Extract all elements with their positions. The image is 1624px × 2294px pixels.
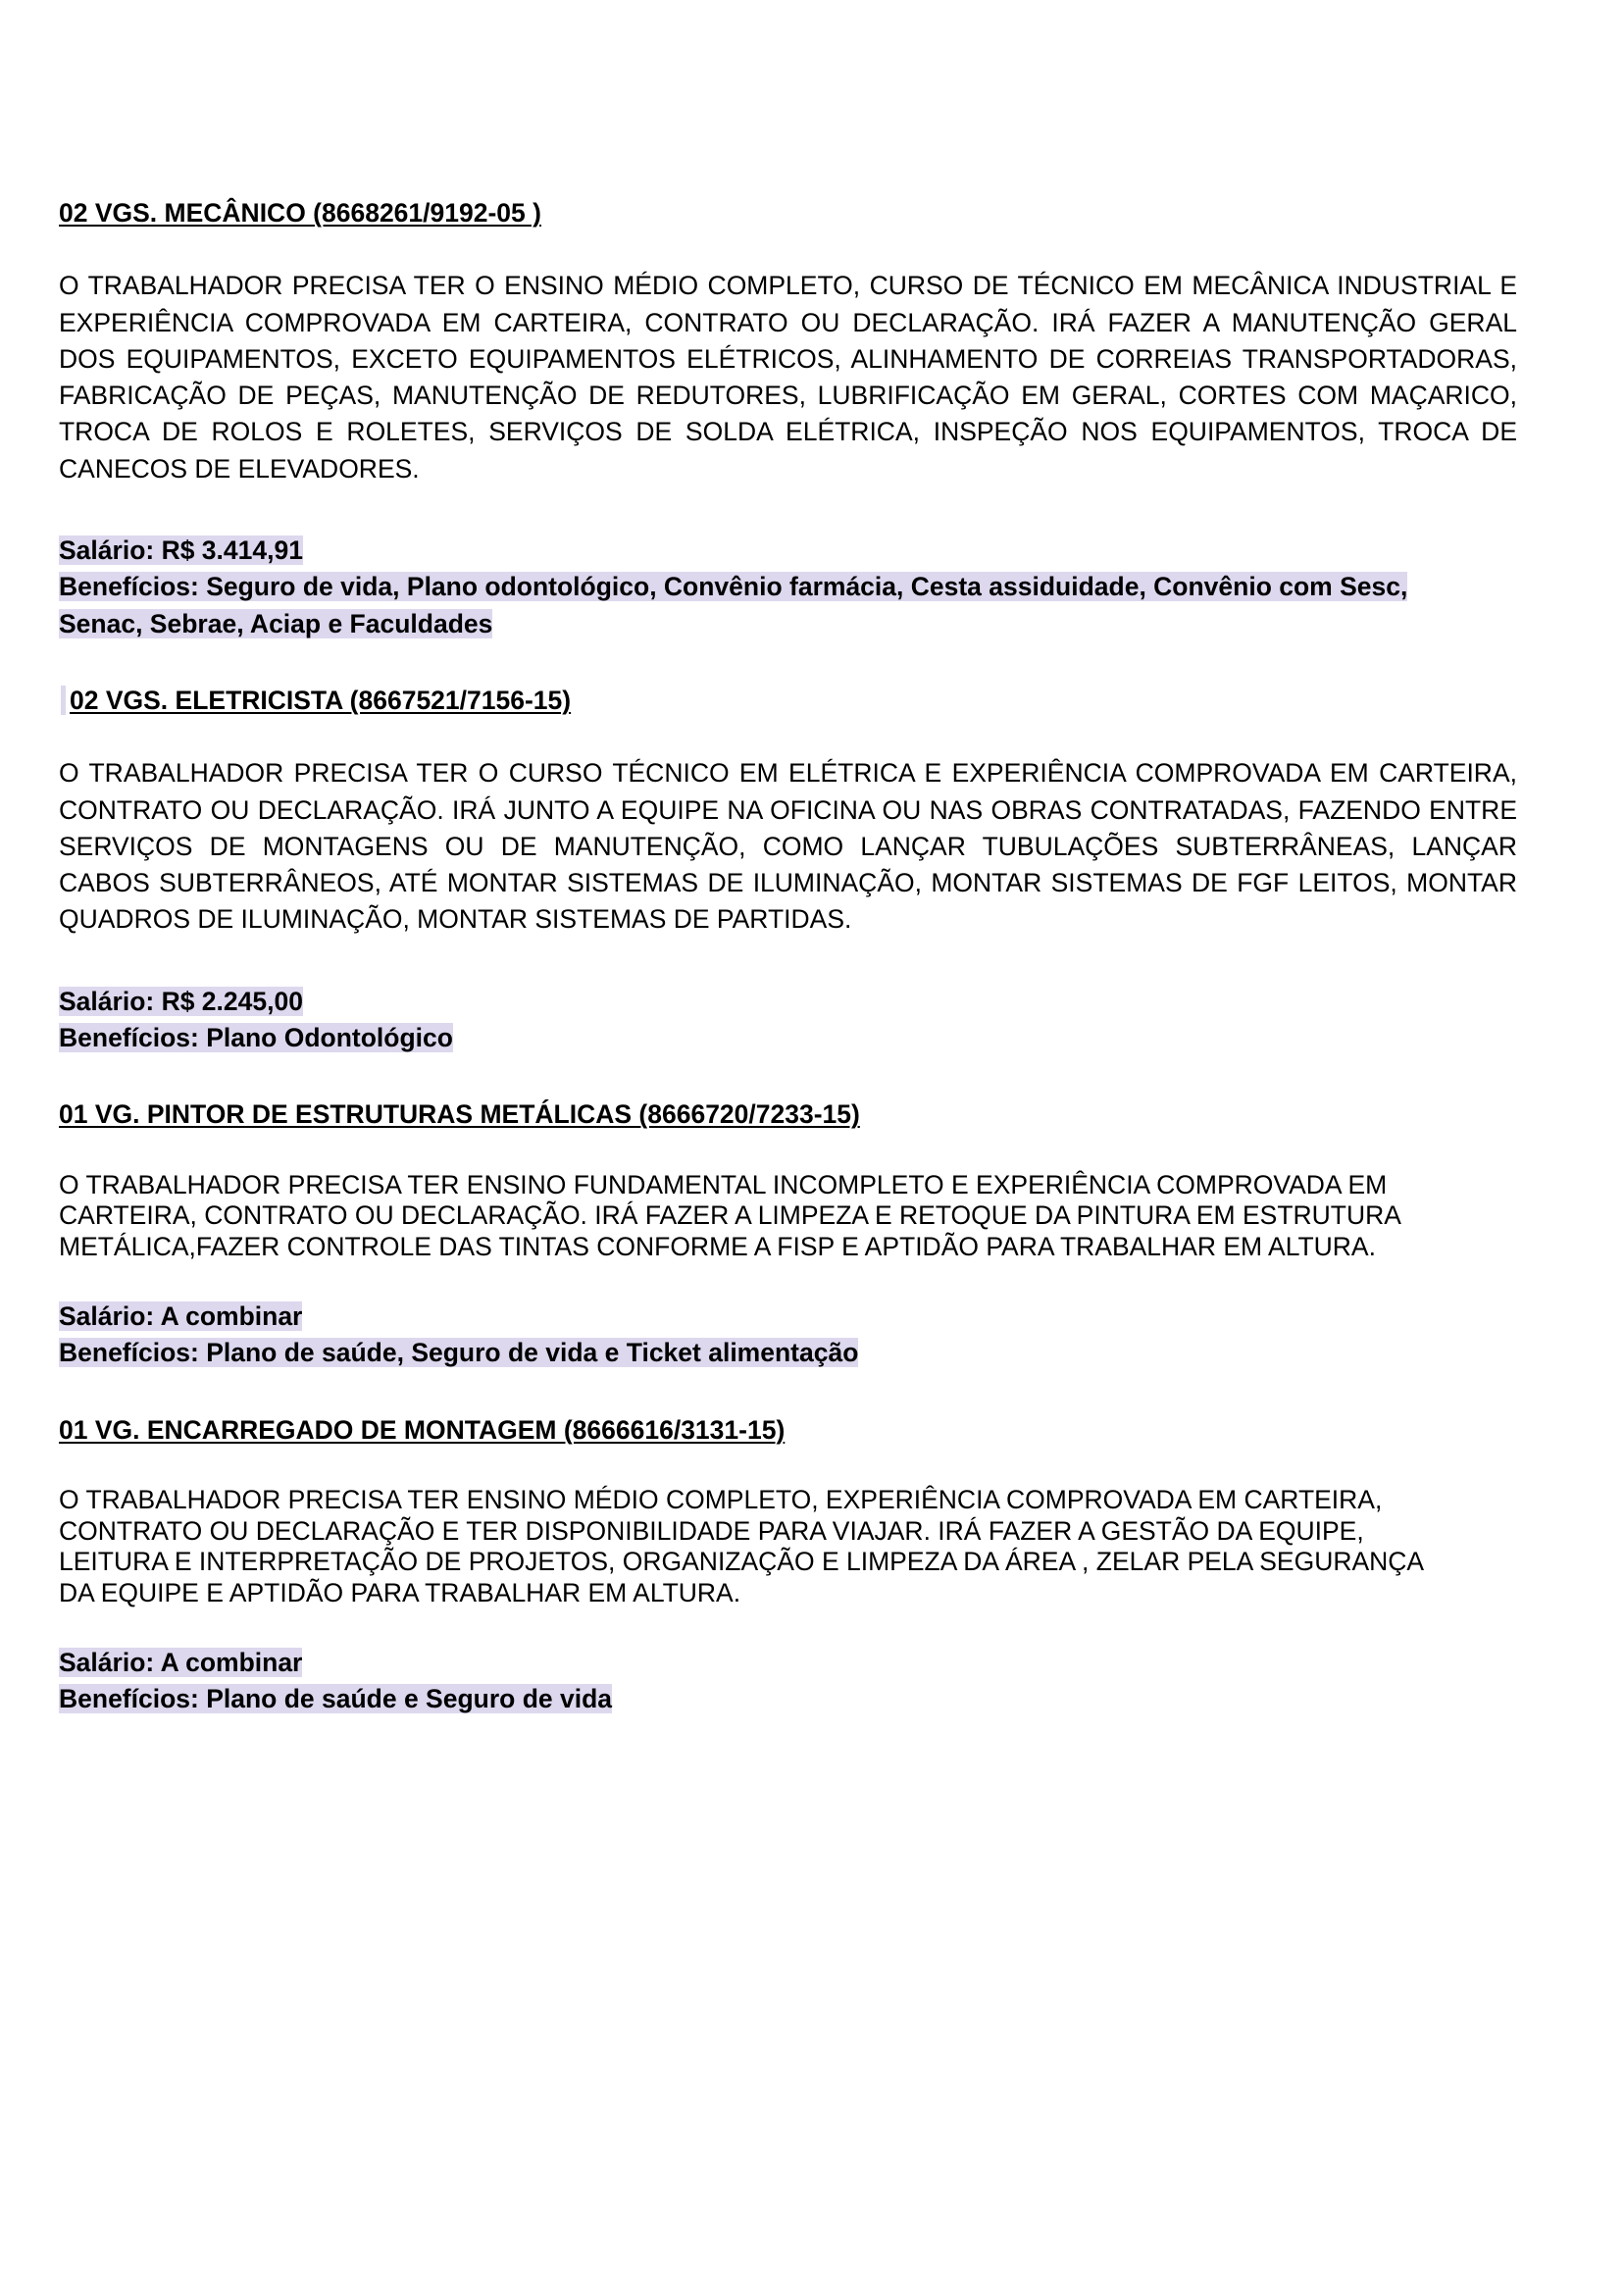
job-section-eletricista (59, 683, 1517, 1056)
description-line: CARTEIRA, CONTRATO OU DECLARAÇÃO. IRÁ FAZER A LIMPEZA E RETOQUE DA PINTURA EM ESTRUTURA (59, 1200, 1401, 1231)
job-section-pintor (59, 1096, 1517, 1371)
job-benefits-line-1: Benefícios: Plano de saúde e Seguro de vida (59, 1684, 613, 1714)
description-line: O TRABALHADOR PRECISA TER ENSINO MÉDIO COMPLETO, EXPERIÊNCIA COMPROVADA EM CARTEIRA, (59, 1485, 1383, 1515)
job-description (59, 1485, 1517, 1608)
description-line: O TRABALHADOR PRECISA TER ENSINO FUNDAMENTAL INCOMPLETO E EXPERIÊNCIA COMPROVADA EM (59, 1169, 1388, 1199)
description-line: LEITURA E INTERPRETAÇÃO DE PROJETOS, ORGANIZAÇÃO E LIMPEZA DA ÁREA , ZELAR PELA SEGURANÇA (59, 1547, 1425, 1577)
job-salary: Salário: A combinar (59, 1301, 303, 1332)
description-line: METÁLICA,FAZER CONTROLE DAS TINTAS CONFORME A FISP E APTIDÃO PARA TRABALHAR EM ALTURA. (59, 1231, 1376, 1261)
job-description: O TRABALHADOR PRECISA TER O ENSINO MÉDIO COMPLETO, CURSO DE TÉCNICO EM MECÂNICA INDUSTRIAL E EXPERIÊNCIA COMPROVADA EM CARTEIRA, CONTRATO OU DECLARAÇÃO. IRÁ FAZER A MANUTENÇÃO GERAL DOS EQUIPAMENTOS, EXCETO EQUIPAMENTOS ELÉTRICOS, ALINHAMENTO DE CORREIAS TRANSPORTADORAS, FABRICAÇÃO DE PEÇAS, MANUTENÇÃO DE REDUTORES, LUBRIFICAÇÃO EM GERAL, CORTES COM MAÇARICO, TROCA DE ROLOS E ROLETES, SERVIÇOS DE SOLDA ELÉTRICA, INSPEÇÃO NOS EQUIPAMENTOS, TROCA DE CANECOS DE ELEVADORES. (59, 271, 1517, 484)
job-description: O TRABALHADOR PRECISA TER O CURSO TÉCNICO EM ELÉTRICA E EXPERIÊNCIA COMPROVADA EM CARTEIRA, CONTRATO OU DECLARAÇÃO. IRÁ JUNTO A EQUIPE NA OFICINA OU NAS OBRAS CONTRATADAS, FAZENDO ENTRE SERVIÇOS DE MONTAGENS OU DE MANUTENÇÃO, COMO LANÇAR TUBULAÇÕES SUBTERRÂNEAS, LANÇAR CABOS SUBTERRÂNEOS, ATÉ MONTAR SISTEMAS DE ILUMINAÇÃO, MONTAR SISTEMAS DE FGF LEITOS, MONTAR QUADROS DE ILUMINAÇÃO, MONTAR SISTEMAS DE PARTIDAS. (59, 758, 1517, 935)
job-description (59, 1170, 1517, 1263)
job-benefits-line-1: Benefícios: Plano Odontológico (59, 1023, 453, 1053)
job-benefits-line-1: Benefícios: Plano de saúde, Seguro de vida e Ticket alimentação (59, 1338, 859, 1368)
job-title: 02 VGS. ELETRICISTA (8667521/7156-15) (61, 686, 571, 715)
job-salary: Salário: A combinar (59, 1648, 303, 1678)
job-title: 02 VGS. MECÂNICO (8668261/9192-05 ) (59, 198, 541, 228)
description-line: CONTRATO OU DECLARAÇÃO E TER DISPONIBILIDADE PARA VIAJAR. IRÁ FAZER A GESTÃO DA EQUIPE, (59, 1515, 1364, 1546)
job-title: 01 VG. PINTOR DE ESTRUTURAS METÁLICAS (8666720/7233-15) (59, 1099, 860, 1130)
job-salary: Salário: R$ 3.414,91 (59, 535, 303, 566)
job-section-mecanico (59, 195, 1517, 642)
job-benefits-line-1: Benefícios: Seguro de vida, Plano odontológico, Convênio farmácia, Cesta assiduidade, Convênio com Sesc, (59, 572, 1408, 602)
description-line: DA EQUIPE E APTIDÃO PARA TRABALHAR EM ALTURA. (59, 1577, 741, 1607)
job-benefits-line-2: Senac, Sebrae, Aciap e Faculdades (59, 608, 493, 638)
job-title: 01 VG. ENCARREGADO DE MONTAGEM (8666616/3131-15) (59, 1414, 786, 1445)
document-page (59, 195, 1517, 1718)
job-section-encarregado (59, 1412, 1517, 1718)
job-salary: Salário: R$ 2.245,00 (59, 986, 303, 1016)
